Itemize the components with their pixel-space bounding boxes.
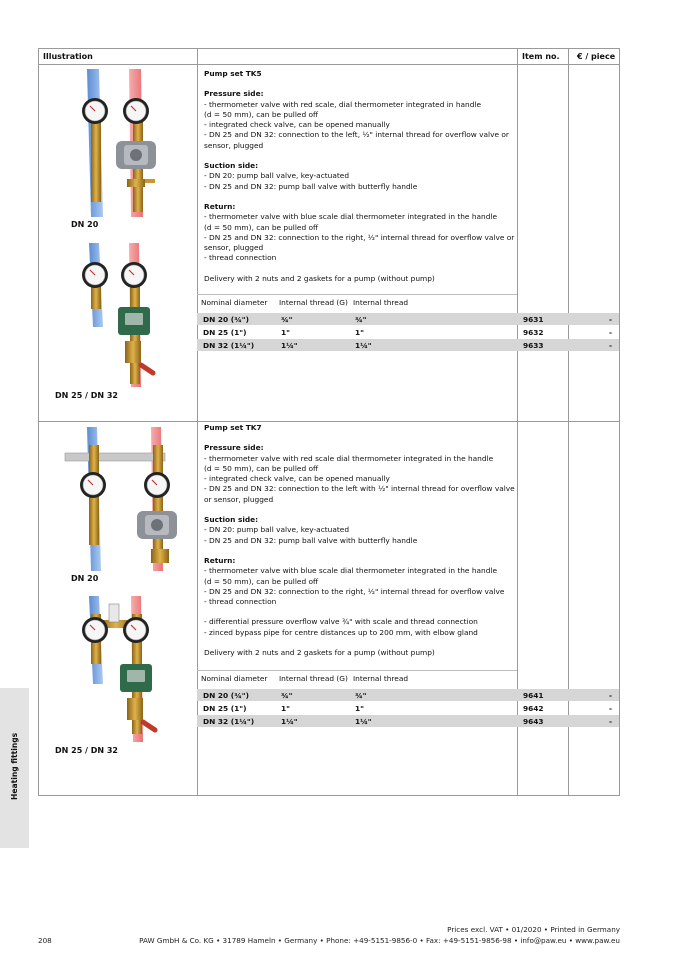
size-label-dn25-32: DN 25 / DN 32 — [55, 746, 118, 755]
row-thread: 1" — [355, 703, 364, 713]
pressure-line: - integrated check valve, can be opened manually — [204, 474, 390, 484]
table-row — [197, 326, 619, 338]
row-item-no: 9641 — [523, 690, 544, 700]
row-item-no: 9631 — [523, 314, 544, 324]
row-thread: ¾" — [355, 314, 367, 324]
row-price: - — [609, 690, 613, 700]
header-price: € / piece — [577, 52, 616, 61]
pressure-line: sensor, plugged — [204, 140, 264, 150]
row-dn: DN 25 (1") — [203, 703, 247, 713]
product-description-tk7 — [204, 423, 516, 658]
pressure-line: - thermometer valve with red scale, dial thermometer integrated in handle — [204, 99, 482, 109]
pump-set-tk5-dn20-illustration — [69, 67, 169, 222]
product-title: Pump set TK7 — [204, 423, 262, 432]
row-thread: 1¼" — [355, 716, 372, 726]
pressure-line: (d = 50 mm), can be pulled off — [204, 109, 319, 119]
product-title: Pump set TK5 — [204, 69, 262, 78]
pressure-line: - DN 25 and DN 32: connection to the left with ½" internal thread for overflow valve — [204, 484, 515, 494]
footer-company-info: PAW GmbH & Co. KG • 31789 Hameln • Germany • Phone: +49-5151-9856-0 • Fax: +49-5151-9856-98 • info@paw.eu • www.paw.eu — [139, 936, 620, 945]
row-price: - — [609, 340, 613, 350]
suction-line: - DN 20: pump ball valve, key-actuated — [204, 525, 350, 535]
section-divider — [39, 421, 619, 422]
pressure-side-title: Pressure side: — [204, 89, 264, 99]
row-price: - — [609, 703, 613, 713]
column-divider — [517, 49, 518, 795]
col-nominal-diameter: Nominal diameter — [201, 298, 268, 307]
table-row — [197, 715, 619, 727]
row-thread-g: 1¼" — [281, 716, 298, 726]
variant-table-header — [197, 294, 517, 308]
pressure-line: - DN 25 and DN 32: connection to the left, ½" internal thread for overflow valve or — [204, 130, 509, 140]
section-tab-label: Heating fittings — [10, 732, 19, 800]
pump-set-tk7-dn20-illustration — [59, 425, 179, 575]
row-item-no: 9642 — [523, 703, 544, 713]
return-line: sensor, plugged — [204, 243, 264, 253]
row-thread-g: ¾" — [281, 690, 293, 700]
return-line: - thermometer valve with blue scale dial thermometer integrated in the handle — [204, 566, 498, 576]
return-line: - thread connection — [204, 253, 277, 263]
pressure-line: (d = 50 mm), can be pulled off — [204, 463, 319, 473]
row-thread-g: ¾" — [281, 314, 293, 324]
row-thread-g: 1¼" — [281, 340, 298, 350]
return-line: - DN 25 and DN 32: connection to the right, ½" internal thread for overflow valve or — [204, 232, 515, 242]
row-dn: DN 20 (¾") — [203, 314, 250, 324]
table-row — [197, 702, 619, 714]
row-item-no: 9643 — [523, 716, 544, 726]
return-line: - DN 25 and DN 32: connection to the right, ½" internal thread for overflow valve — [204, 586, 505, 596]
header-illustration: Illustration — [43, 52, 93, 61]
col-internal-thread-g: Internal thread (G) — [279, 674, 348, 683]
extra-line: - differential pressure overflow valve ¾" with scale and thread connection — [204, 617, 478, 627]
table-row — [197, 689, 619, 701]
return-line: (d = 50 mm), can be pulled off — [204, 222, 319, 232]
row-thread: ¾" — [355, 690, 367, 700]
suction-side-title: Suction side: — [204, 161, 259, 171]
pressure-line: - integrated check valve, can be opened manually — [204, 120, 390, 130]
row-dn: DN 32 (1¼") — [203, 340, 255, 350]
return-line: - thermometer valve with blue scale dial thermometer integrated in the handle — [204, 212, 498, 222]
extra-line: - zinced bypass pipe for centre distances up to 200 mm, with elbow gland — [204, 627, 478, 637]
return-title: Return: — [204, 201, 236, 211]
size-label-dn20: DN 20 — [71, 574, 99, 583]
row-price: - — [609, 716, 613, 726]
delivery-note: Delivery with 2 nuts and 2 gaskets for a pump (without pump) — [204, 648, 435, 658]
suction-line: - DN 20: pump ball valve, key-actuated — [204, 171, 350, 181]
row-item-no: 9633 — [523, 340, 544, 350]
row-thread-g: 1" — [281, 327, 290, 337]
size-label-dn25-32: DN 25 / DN 32 — [55, 391, 118, 400]
size-label-dn20: DN 20 — [71, 220, 99, 229]
row-thread-g: 1" — [281, 703, 290, 713]
return-line: (d = 50 mm), can be pulled off — [204, 576, 319, 586]
col-internal-thread-g: Internal thread (G) — [279, 298, 348, 307]
row-thread: 1¼" — [355, 340, 372, 350]
suction-line: - DN 25 and DN 32: pump ball valve with butterfly handle — [204, 181, 418, 191]
section-tab — [0, 688, 29, 848]
col-internal-thread: Internal thread — [353, 298, 409, 307]
pump-set-tk5-dn25-32-illustration — [69, 241, 169, 389]
pressure-line: - thermometer valve with red scale dial thermometer integrated in the handle — [204, 453, 494, 463]
row-price: - — [609, 327, 613, 337]
row-price: - — [609, 314, 613, 324]
suction-side-title: Suction side: — [204, 515, 259, 525]
return-title: Return: — [204, 555, 236, 565]
row-thread: 1" — [355, 327, 364, 337]
suction-line: - DN 25 and DN 32: pump ball valve with butterfly handle — [204, 535, 418, 545]
row-dn: DN 32 (1¼") — [203, 716, 255, 726]
column-divider — [568, 49, 569, 795]
pressure-line: or sensor, plugged — [204, 494, 274, 504]
variant-table-header — [197, 670, 517, 684]
footer-prices-note: Prices excl. VAT • 01/2020 • Printed in Germany — [447, 925, 620, 934]
table-header — [39, 49, 619, 65]
product-description-tk5 — [204, 69, 516, 284]
page-number: 208 — [38, 936, 52, 945]
row-item-no: 9632 — [523, 327, 544, 337]
return-line: - thread connection — [204, 597, 277, 607]
header-item-no: Item no. — [522, 52, 560, 61]
table-row — [197, 339, 619, 351]
catalog-table — [38, 48, 620, 796]
table-row — [197, 313, 619, 325]
pump-set-tk7-dn25-32-illustration — [69, 594, 179, 744]
col-internal-thread: Internal thread — [353, 674, 409, 683]
col-nominal-diameter: Nominal diameter — [201, 674, 268, 683]
row-dn: DN 25 (1") — [203, 327, 247, 337]
row-dn: DN 20 (¾") — [203, 690, 250, 700]
delivery-note: Delivery with 2 nuts and 2 gaskets for a pump (without pump) — [204, 273, 435, 283]
pressure-side-title: Pressure side: — [204, 443, 264, 453]
